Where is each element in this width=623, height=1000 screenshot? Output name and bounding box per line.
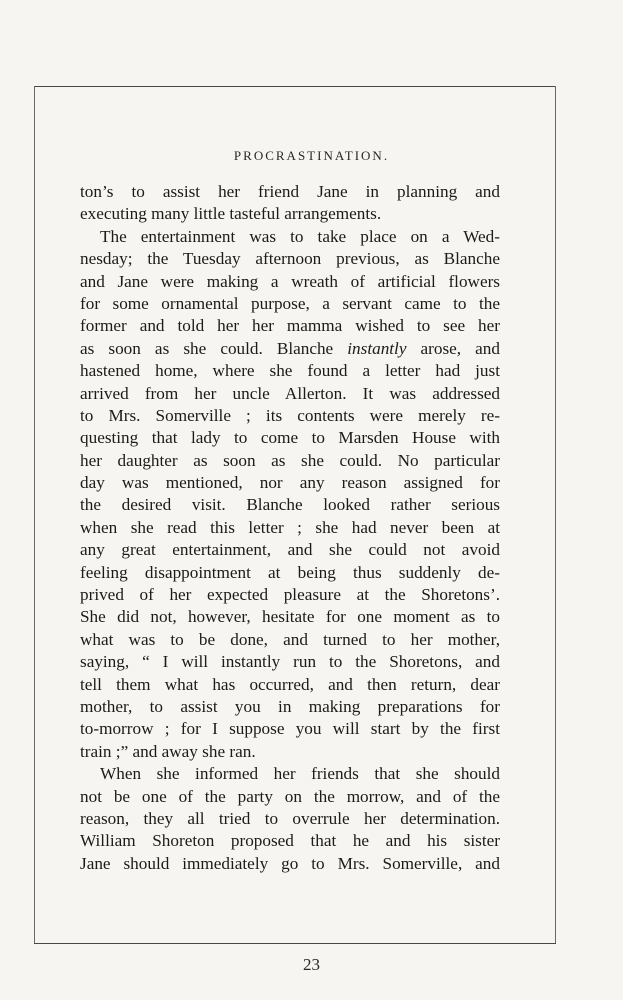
text-line: for some ornamental purpose, a servant came to the xyxy=(80,293,500,313)
text-line: reason, they all tried to overrule her determination. xyxy=(80,808,500,828)
page-border-right xyxy=(555,86,556,943)
text-line: prived of her expected pleasure at the Shoretons’. xyxy=(80,585,500,605)
text-line: any great entertainment, and she could not avoid xyxy=(80,540,500,560)
text-line: her daughter as soon as she could. No particular xyxy=(80,450,500,470)
text-line: ton’s to assist her friend Jane in planning and xyxy=(80,182,500,201)
text-line: to Mrs. Somerville ; its contents were merely re- xyxy=(80,405,500,425)
text-before-italic: as soon as she could. Blanche xyxy=(80,338,348,358)
text-line: questing that lady to come to Marsden House with xyxy=(80,428,500,448)
text-line: day was mentioned, nor any reason assigned for xyxy=(80,473,500,493)
text-line: When she informed her friends that she should xyxy=(100,764,500,784)
text-line: and Jane were making a wreath of artificial flowers xyxy=(80,271,500,291)
text-after-italic: arose, and xyxy=(406,338,500,358)
text-line: hastened home, where she found a letter had just xyxy=(80,361,500,381)
running-head: PROCRASTINATION. xyxy=(233,148,390,163)
text-line: Jane should immediately go to Mrs. Somerville, and xyxy=(80,853,500,873)
text-line: the desired visit. Blanche looked rather serious xyxy=(80,495,500,515)
page-border-left xyxy=(34,86,35,943)
text-line: train ;” and away she ran. xyxy=(80,741,256,761)
text-line: William Shoreton proposed that he and his sister xyxy=(80,831,500,851)
text-line: what was to be done, and turned to her mother, xyxy=(80,629,500,649)
page-number: 23 xyxy=(303,955,320,974)
text-line: feeling disappointment at being thus suddenly de- xyxy=(80,562,500,582)
text-line: mother, to assist you in making preparations for xyxy=(80,696,500,716)
text-line-with-italic xyxy=(80,338,500,360)
body-text xyxy=(80,181,500,875)
text-line: saying, “ I will instantly run to the Shoretons, and xyxy=(80,652,500,672)
text-line: to-morrow ; for I suppose you will start by the first xyxy=(80,719,500,739)
text-line: executing many little tasteful arrangements. xyxy=(80,204,382,224)
text-line: tell them what has occurred, and then return, dear xyxy=(80,674,500,694)
page-border-top xyxy=(34,86,556,87)
text-line: She did not, however, hesitate for one moment as to xyxy=(80,607,500,627)
page-border-bottom xyxy=(34,943,556,944)
text-line: when she read this letter ; she had never been at xyxy=(80,517,500,537)
text-line: The entertainment was to take place on a Wed- xyxy=(100,226,500,246)
text-line: arrived from her uncle Allerton. It was addressed xyxy=(80,383,500,403)
italic-word: instantly xyxy=(347,338,407,358)
text-line: not be one of the party on the morrow, and of the xyxy=(80,786,500,806)
text-line: nesday; the Tuesday afternoon previous, as Blanche xyxy=(80,249,500,269)
text-line: former and told her her mamma wished to see her xyxy=(80,316,500,336)
